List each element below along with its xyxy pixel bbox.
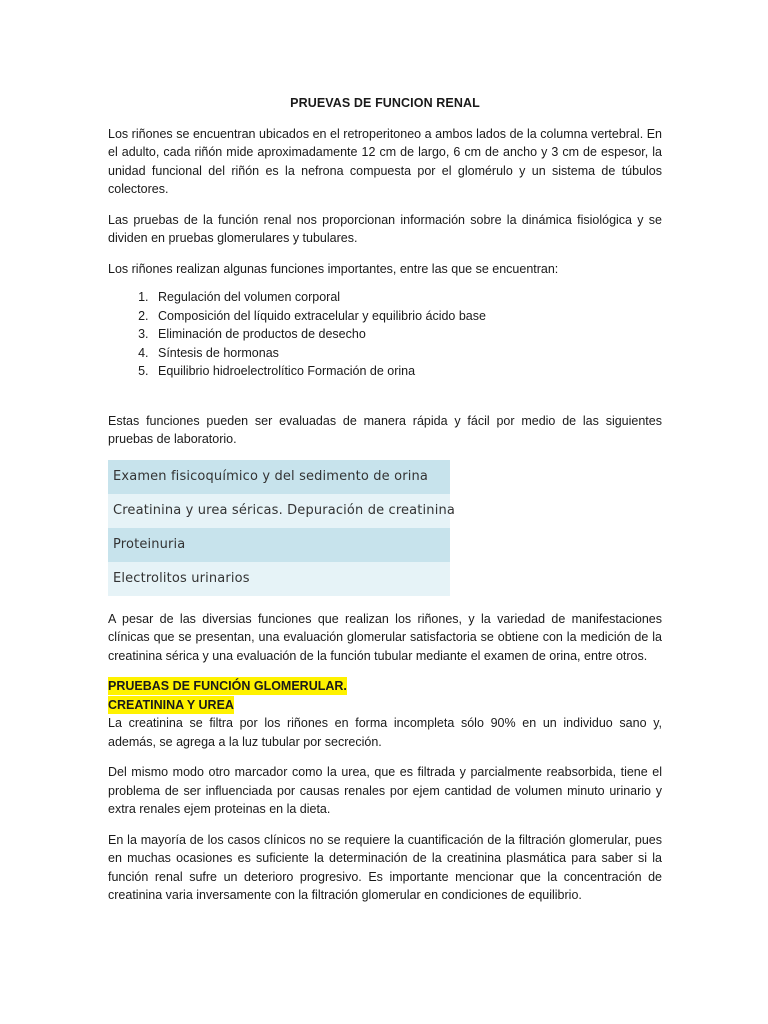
highlighted-heading-creatinine-urea: CREATININA Y UREA [108, 697, 234, 712]
lab-tests-scanned-table [108, 460, 455, 596]
paragraph-tests-overview: Las pruebas de la función renal nos proporcionan información sobre la dinámica fisiológica y se dividen en pruebas glomerulares y tubulares. [108, 212, 662, 245]
lab-test-row: Proteinuria [108, 528, 450, 562]
paragraph-lab-intro: Estas funciones pueden ser evaluadas de manera rápida y fácil por medio de las siguientes pruebas de laboratorio. [108, 413, 662, 446]
functions-list [108, 288, 662, 381]
paragraph-creatinine: La creatinina se filtra por los riñones en forma incompleta sólo 90% en un individuo sano y, además, se agrega a la luz tubular por secreción. [108, 716, 662, 749]
highlighted-heading-glomerular: PRUEBAS DE FUNCIÓN GLOMERULAR. [108, 679, 347, 693]
lab-test-row: Electrolitos urinarios [108, 562, 450, 596]
paragraph-clinical-cases: En la mayoría de los casos clínicos no se requiere la cuantificación de la filtración glomerular, pues en muchas ocasiones es suficiente la determinación de la creatinina plasmática para saber si la función renal sufre un deterioro progresivo. Es importante mencionar que la concentración de creatinina varia inversamente con la filtración glomerular en condiciones de equilibrio. [108, 832, 662, 902]
list-item: 3. Eliminación de productos de desecho [152, 325, 662, 344]
paragraph-intro: Los riñones se encuentran ubicados en el retroperitoneo a ambos lados de la columna vertebral. En el adulto, cada riñón mide aproximadamente 12 cm de largo, 6 cm de ancho y 3 cm de espesor, la unidad funcional del riñón es la nefrona compuesta por el glomérulo y un sistema de túbulos colectores. [108, 126, 662, 196]
document-title: PRUEVAS DE FUNCION RENAL [290, 96, 480, 110]
list-item: 1. Regulación del volumen corporal [152, 288, 662, 307]
document-body [108, 94, 662, 905]
lab-test-row: Creatinina y urea séricas. Depuración de creatinina [108, 494, 450, 528]
paragraph-urea: Del mismo modo otro marcador como la urea, que es filtrada y parcialmente reabsorbida, tiene el problema de ser influenciada por causas renales por ejem cantidad de volumen minuto urinario y extra renales ejem proteinas en la dieta. [108, 765, 662, 816]
paragraph-evaluation: A pesar de las diversias funciones que realizan los riñones, y la variedad de manifestaciones clínicas que se presentan, una evaluación glomerular satisfactoria se obtiene con la medición de la creatinina sérica y una evaluación de la función tubular mediante el examen de orina, entre otros. [108, 611, 662, 663]
list-item: 5. Equilibrio hidroelectrolítico Formación de orina [152, 362, 662, 381]
list-item: 2. Composición del líquido extracelular y equilibrio ácido base [152, 307, 662, 326]
lab-test-row: Examen fisicoquímico y del sedimento de orina [108, 460, 450, 494]
list-item: 4. Síntesis de hormonas [152, 344, 662, 363]
paragraph-functions-lead: Los riñones realizan algunas funciones importantes, entre las que se encuentran: [108, 261, 559, 276]
